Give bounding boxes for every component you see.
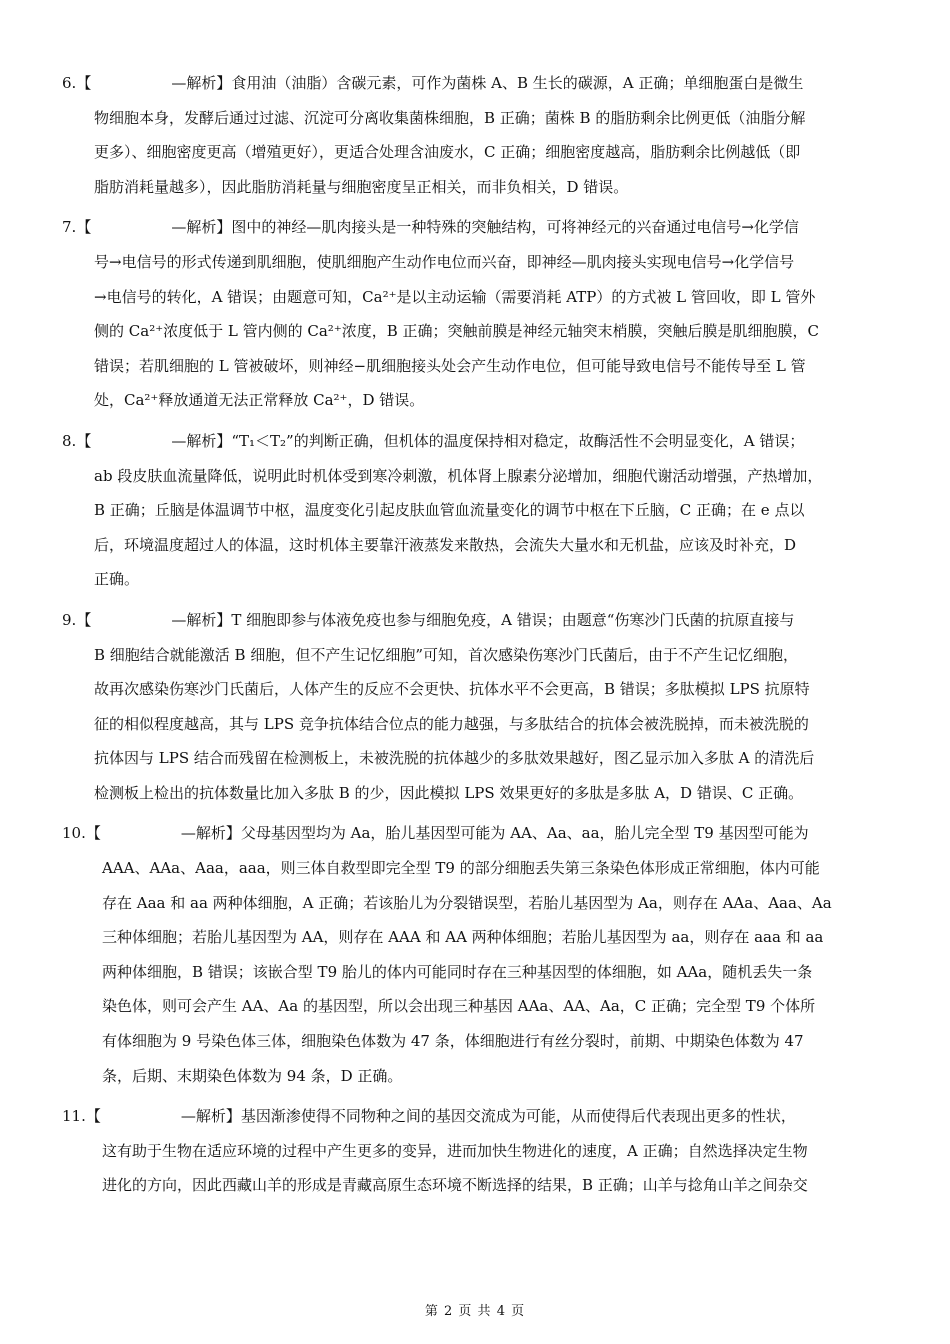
answer-line: 抗体因与 LPS 结合而残留在检测板上，未被洗脱的抗体越少的多肽效果越好，图乙显示加入多肽 A 的清洗后 — [94, 749, 815, 768]
answer-line: 更多）、细胞密度更高（增殖更好），更适合处理含油废水，C 正确；细胞密度越高，脂肪剩余比例越低（即 — [94, 143, 801, 162]
answer-line: 三种体细胞；若胎儿基因型为 AA，则存在 AAA 和 AA 两种体细胞；若胎儿基因型为 aa，则存在 aaa 和 aa — [102, 928, 824, 947]
answer-item-8 — [62, 424, 892, 597]
open-bracket: 【 — [76, 218, 92, 237]
item-number: 6. — [62, 74, 77, 92]
analysis-label: —解析】 — [171, 74, 232, 92]
answer-line: 检测板上检出的抗体数量比加入多肽 B 的少，因此模拟 LPS 效果更好的多肽是多肽 A，D 错误、C 正确。 — [94, 783, 804, 802]
page-footer: 第 2 页 共 4 页 — [424, 1304, 526, 1319]
answer-line — [62, 424, 892, 459]
answer-line — [62, 1099, 892, 1134]
answer-text: 食用油（油脂）含碳元素，可作为菌株 A、B 生长的碳源，A 正确；单细胞蛋白是微生 — [231, 74, 804, 92]
analysis-label: —解析】 — [180, 1107, 241, 1126]
answer-item-7 — [62, 210, 892, 418]
open-bracket: 【 — [85, 1107, 101, 1126]
answer-line: 正确。 — [94, 570, 140, 589]
answer-line: B 细胞结合就能激活 B 细胞，但不产生记忆细胞”可知，首次感染伤寒沙门氏菌后，由于不产生记忆细胞， — [94, 645, 799, 664]
answer-line: 这有助于生物在适应环境的过程中产生更多的变异，进而加快生物进化的速度，A 正确；自然选择决定生物 — [102, 1141, 808, 1160]
answer-line — [62, 816, 892, 851]
answer-line: B 正确；丘脑是体温调节中枢，温度变化引起皮肤血管血流量变化的调节中枢在下丘脑，C 正确；在 e 点以 — [94, 501, 805, 520]
answer-item-9 — [62, 603, 892, 811]
item-number: 9. — [62, 610, 77, 629]
answer-line: 两种体细胞，B 错误；该嵌合型 T9 胎儿的体内可能同时存在三种基因型的体细胞，如 AAa，随机丢失一条 — [102, 962, 813, 981]
answer-line: 错误；若肌细胞的 L 管被破坏，则神经−肌细胞接头处会产生动作电位，但可能导致电信号不能传导至 L 管 — [94, 356, 806, 375]
analysis-label: —解析】 — [180, 824, 241, 843]
answer-line: 后，环境温度超过人的体温，这时机体主要靠汗液蒸发来散热，会流失大量水和无机盐，应该及时补充，D — [94, 535, 797, 554]
answer-line: AAA、AAa、Aaa，aaa，则三体自救型即完全型 T9 的部分细胞丢失第三条染色体形成正常细胞，体内可能 — [102, 859, 820, 878]
answer-item-6 — [62, 66, 892, 204]
analysis-label: —解析】 — [171, 431, 232, 450]
answer-line: 脂肪消耗量越多），因此脂肪消耗量与细胞密度呈正相关，而非负相关，D 错误。 — [94, 177, 629, 196]
answer-line: ab 段皮肤血流量降低，说明此时机体受到寒冷刺激，机体肾上腺素分泌增加，细胞代谢活动增强，产热增加， — [94, 466, 823, 485]
answer-line: 物细胞本身，发酵后通过过滤、沉淀可分离收集菌株细胞，B 正确；菌株 B 的脂肪剩余比例更低（油脂分解 — [94, 108, 806, 127]
answer-line: 存在 Aaa 和 aa 两种体细胞，A 正确；若该胎儿为分裂错误型，若胎儿基因型为 Aa，则存在 AAa、Aaa、Aa — [102, 893, 832, 912]
item-number: 7. — [62, 218, 77, 237]
item-number: 10. — [62, 824, 86, 843]
answer-text: 基因渐渗使得不同物种之间的基因交流成为可能，从而使得后代表现出更多的性状， — [240, 1107, 796, 1126]
answer-line: 故再次感染伤寒沙门氏菌后，人体产生的反应不会更快、抗体水平不会更高，B 错误；多肽模拟 LPS 抗原特 — [94, 680, 810, 699]
analysis-label: —解析】 — [171, 218, 232, 237]
answer-line — [62, 603, 892, 638]
answer-text: 图中的神经—肌肉接头是一种特殊的突触结构，可将神经元的兴奋通过电信号→化学信 — [231, 218, 799, 237]
open-bracket: 【 — [76, 610, 92, 629]
answer-line: 征的相似程度越高，其与 LPS 竞争抗体结合位点的能力越强，与多肽结合的抗体会被洗脱掉，而未被洗脱的 — [94, 714, 809, 733]
answer-line: 号→电信号的形式传递到肌细胞，使肌细胞产生动作电位而兴奋，即神经—肌肉接头实现电信号→化学信号 — [94, 252, 795, 271]
answer-line: 条，后期、末期染色体数为 94 条，D 正确。 — [102, 1066, 403, 1085]
answer-line — [62, 66, 892, 101]
analysis-label: —解析】 — [171, 610, 232, 629]
answer-line: 染色体，则可会产生 AA、Aa 的基因型，所以会出现三种基因 AAa、AA、Aa，C 正确；完全型 T9 个体所 — [102, 997, 816, 1016]
answer-text: T 细胞即参与体液免疫也参与细胞免疫，A 错误；由题意“伤寒沙门氏菌的抗原直接与 — [231, 610, 795, 629]
answer-line: 进化的方向，因此西藏山羊的形成是青藏高原生态环境不断选择的结果，B 正确；山羊与捻角山羊之间杂交 — [102, 1176, 808, 1195]
item-number: 8. — [62, 431, 77, 450]
answer-line — [62, 210, 892, 245]
answer-text: “T₁＜T₂”的判断正确，但机体的温度保持相对稳定，故酶活性不会明显变化，A 错误； — [231, 431, 805, 450]
answer-line: 有体细胞为 9 号染色体三体，细胞染色体数为 47 条，体细胞进行有丝分裂时，前期、中期染色体数为 47 — [102, 1032, 804, 1051]
answer-item-11 — [62, 1099, 892, 1203]
answer-text: 父母基因型均为 Aa，胎儿基因型可能为 AA、Aa、aa，胎儿完全型 T9 基因型可能为 — [240, 824, 809, 843]
open-bracket: 【 — [76, 431, 92, 450]
answer-item-10 — [62, 816, 892, 1093]
item-number: 11. — [62, 1107, 86, 1126]
answer-list — [62, 66, 892, 1209]
answer-line: →电信号的转化，A 错误；由题意可知，Ca²⁺是以主动运输（需要消耗 ATP）的方式被 L 管回收，即 L 管外 — [94, 287, 816, 306]
answer-line: 处，Ca²⁺释放通道无法正常释放 Ca²⁺，D 错误。 — [94, 391, 425, 410]
open-bracket: 【 — [76, 74, 92, 92]
open-bracket: 【 — [85, 824, 101, 843]
answer-line: 侧的 Ca²⁺浓度低于 L 管内侧的 Ca²⁺浓度，B 正确；突触前膜是神经元轴突末梢膜，突触后膜是肌细胞膜，C — [94, 322, 820, 341]
